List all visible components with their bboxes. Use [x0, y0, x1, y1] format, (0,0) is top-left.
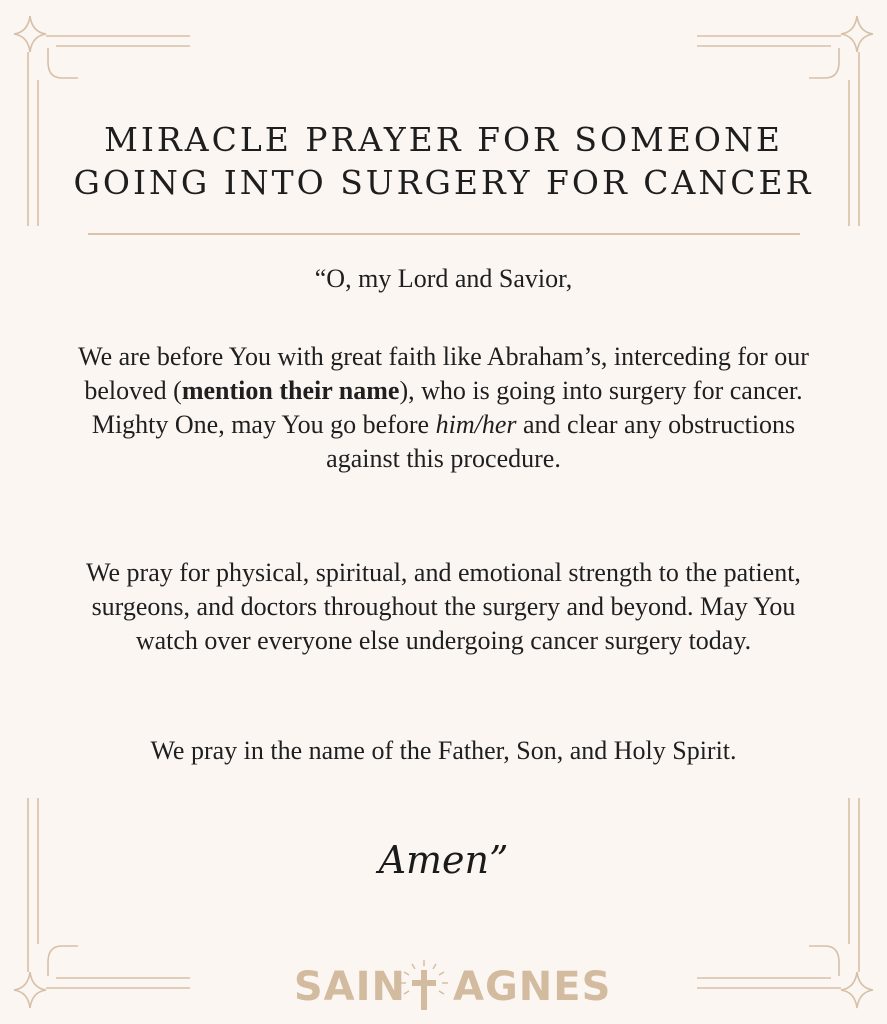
title-line-2: GOING INTO SURGERY FOR CANCER: [73, 163, 814, 202]
prayer-title: [0, 118, 887, 204]
prayer-paragraph-3: We pray in the name of the Father, Son, and Holy Spirit.: [150, 736, 737, 765]
logo-text-right: AGNES: [453, 964, 612, 1010]
cross-icon: [396, 958, 452, 1014]
para1-text-a: We are before You with great faith like Abraham’s, interceding for our beloved (: [78, 342, 809, 405]
prayer-opening: “O, my Lord and Savior,: [314, 264, 573, 293]
name-placeholder: mention their name: [181, 376, 400, 405]
title-line-1: MIRACLE PRAYER FOR SOMEONE: [104, 120, 783, 159]
prayer-closing: Amen”: [378, 838, 509, 882]
prayer-paragraph-2: We pray for physical, spiritual, and emotional strength to the patient, surgeons, and doctors throughout the surgery and beyond. May You watch over everyone else undergoing cancer surgery today.: [86, 558, 801, 655]
saint-agnes-logo: [0, 958, 887, 1014]
para1-text-c: and clear any obstructions against this procedure.: [326, 410, 796, 473]
para1-text-b: ), who is going into surgery for cancer. Mighty One, may You go before: [91, 376, 803, 439]
logo-text-left: SAIN: [293, 964, 406, 1010]
title-divider: [88, 233, 800, 235]
prayer-paragraph-1: [60, 340, 827, 476]
pronoun-placeholder: him/her: [435, 410, 517, 439]
